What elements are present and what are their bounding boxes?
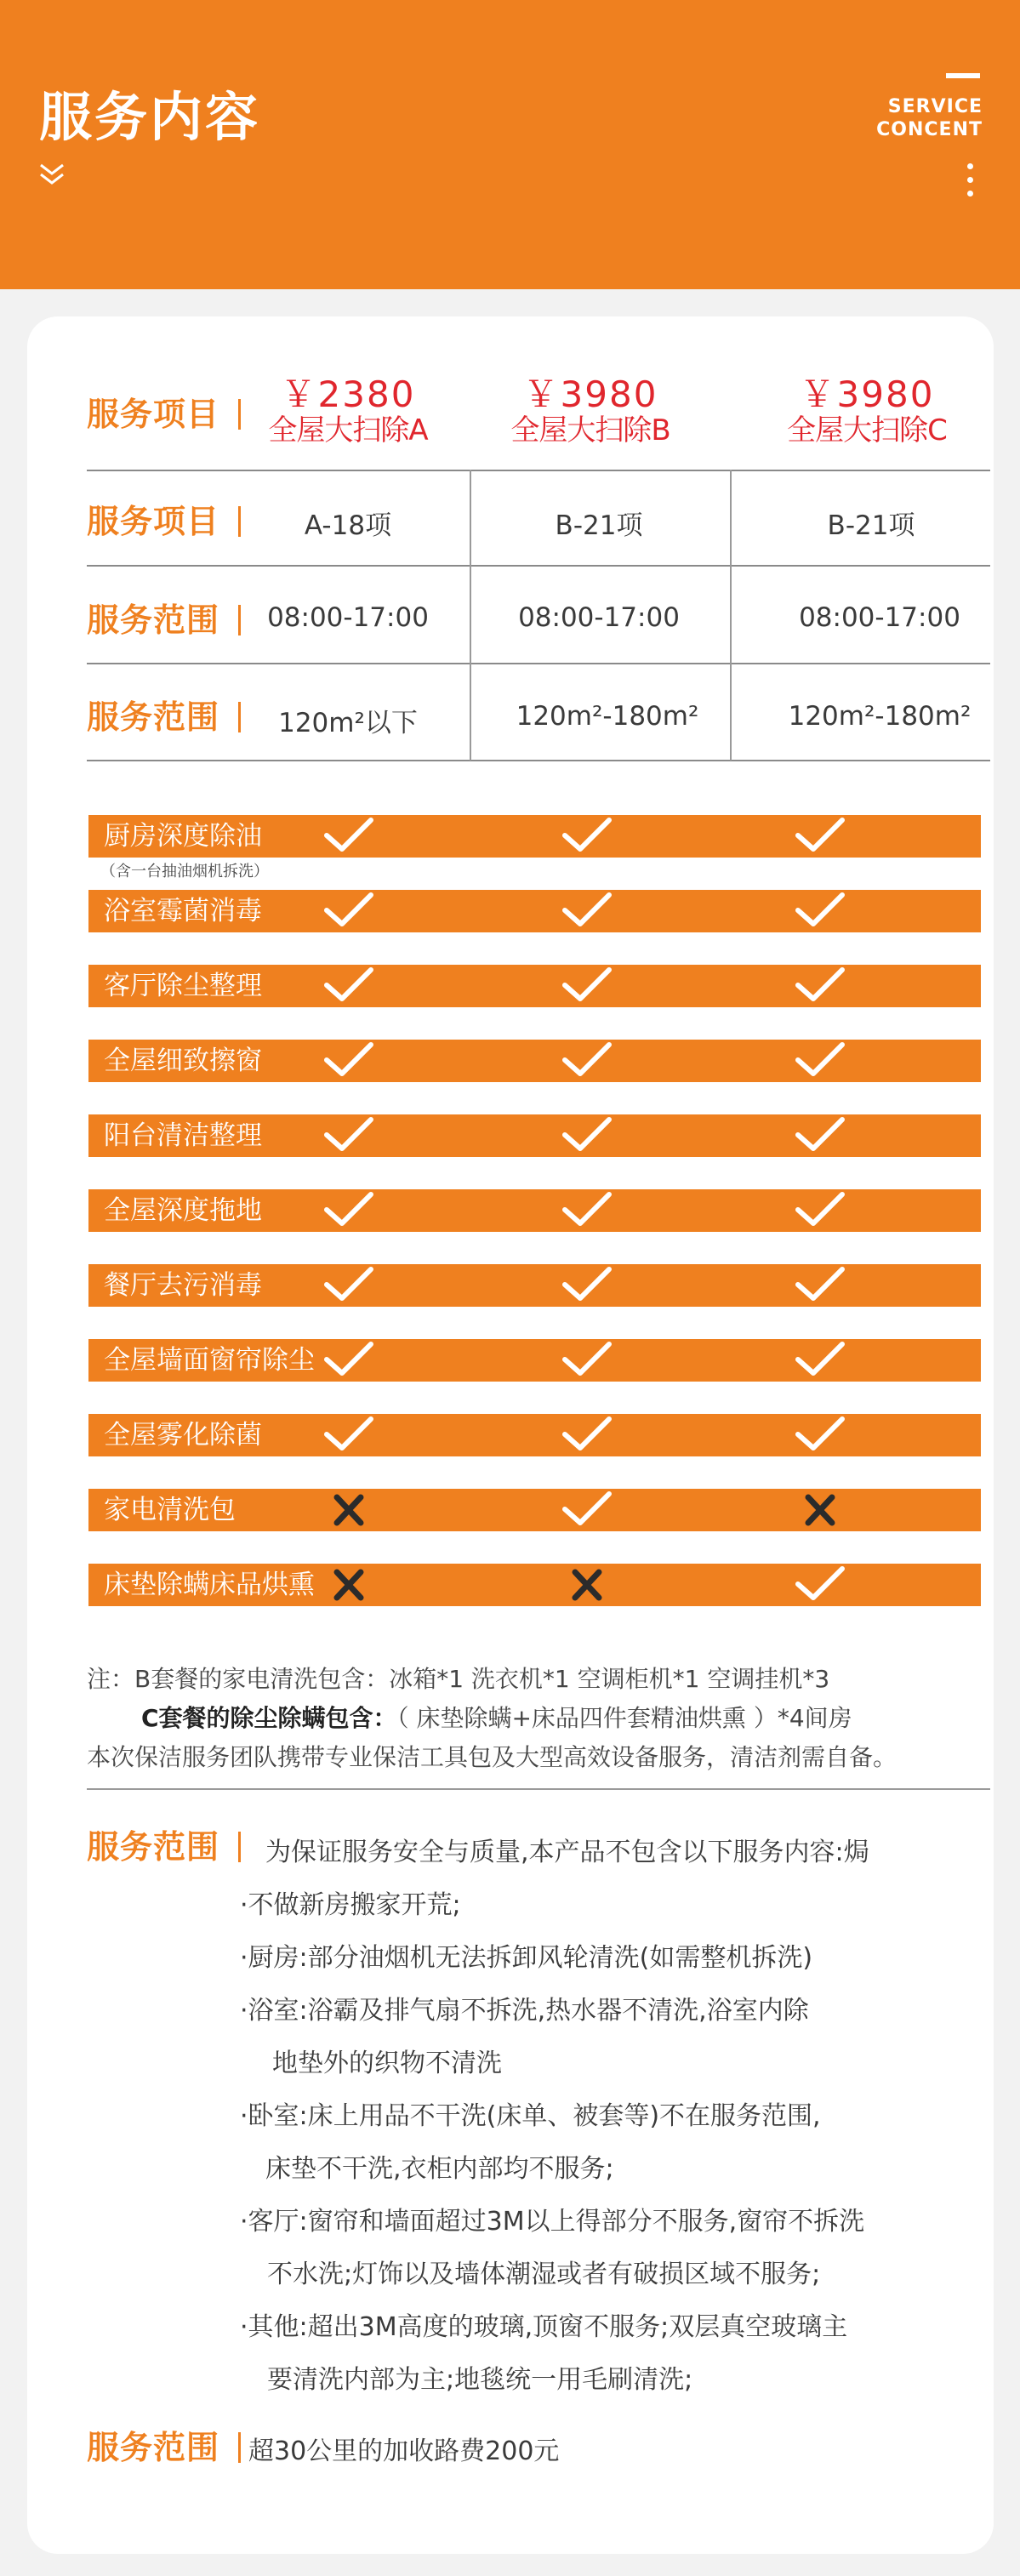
exclusion-item: ·客厅:窗帘和墙面超过3M以上得部分不服务,窗帘不拆洗 (240, 2207, 865, 2237)
feature-row (88, 815, 981, 858)
exclusion-item: 地垫外的织物不清洗 (272, 2049, 502, 2078)
note-line-3: 本次保洁服务团队携带专业保洁工具包及大型高效设备服务，清洁剂需自备。 (87, 1743, 897, 1771)
cross-icon (795, 1490, 846, 1530)
check-icon (323, 1416, 374, 1455)
feature-label: 厨房深度除油 (104, 821, 262, 852)
section-divider (87, 1788, 990, 1790)
exclusion-item: ·不做新房搬家开荒; (240, 1890, 461, 1920)
table-row-label: 服务范围 (87, 691, 241, 738)
exclusion-item: ·其他:超出3M高度的玻璃,顶窗不服务;双层真空玻璃主 (240, 2312, 848, 2342)
feature-row (88, 1040, 981, 1082)
table-cell: B-21项 (555, 510, 643, 541)
header-banner (0, 0, 1020, 289)
feature-label: 阳台清洁整理 (104, 1120, 262, 1151)
feature-row (88, 1414, 981, 1456)
package-b-price: ￥3980 全屋大扫除B (510, 373, 670, 447)
feature-row (88, 1114, 981, 1157)
feature-row (88, 1564, 981, 1606)
check-icon (561, 817, 613, 856)
pricing-row-label: 服务项目 (87, 388, 241, 435)
check-icon (323, 966, 374, 1006)
check-icon (561, 966, 613, 1006)
check-icon (795, 892, 846, 931)
cross-icon (323, 1490, 374, 1530)
feature-sub-note: （含一台抽油烟机拆洗） (100, 863, 269, 881)
table-divider (470, 470, 471, 761)
feature-row (88, 1489, 981, 1531)
feature-label: 家电清洗包 (104, 1495, 236, 1525)
check-icon (323, 1266, 374, 1305)
package-c-price: ￥3980 全屋大扫除C (787, 373, 947, 447)
check-icon (323, 817, 374, 856)
feature-label: 餐厅去污消毒 (104, 1270, 262, 1301)
table-line (87, 663, 990, 664)
check-icon (561, 1416, 613, 1455)
check-icon (561, 1266, 613, 1305)
feature-label: 全屋深度拖地 (104, 1195, 262, 1226)
exclusion-item: ·卧室:床上用品不干洗(床单、被套等)不在服务范围, (240, 2101, 821, 2131)
exclusion-item: ·厨房:部分油烟机无法拆卸风轮清洗(如需整机拆洗) (240, 1943, 813, 1973)
check-icon (795, 1416, 846, 1455)
table-cell: B-21项 (827, 510, 915, 541)
feature-row (88, 1189, 981, 1232)
check-icon (561, 1116, 613, 1155)
check-icon (561, 892, 613, 931)
header-english-title: SERVICE CONCENT (876, 96, 983, 140)
feature-label: 全屋雾化除菌 (104, 1420, 262, 1450)
check-icon (795, 966, 846, 1006)
cross-icon (323, 1565, 374, 1604)
header-accent-bar (946, 73, 980, 78)
check-icon (323, 1191, 374, 1230)
travel-fee-text: 超30公里的加收路费200元 (248, 2436, 560, 2466)
table-row-label: 服务项目 (87, 495, 241, 542)
check-icon (795, 1041, 846, 1080)
feature-row (88, 965, 981, 1007)
exclusion-item: 床垫不干洗,衣柜内部均不服务; (265, 2154, 614, 2184)
table-cell: 08:00-17:00 (518, 602, 680, 633)
table-line (87, 760, 990, 761)
check-icon (323, 892, 374, 931)
feature-row (88, 1264, 981, 1307)
check-icon (795, 1191, 846, 1230)
check-icon (795, 1565, 846, 1604)
table-cell: 08:00-17:00 (267, 602, 429, 633)
double-chevron-down-icon (37, 160, 66, 189)
table-cell: 120m²-180m² (788, 701, 972, 732)
table-cell: 120m²-180m² (516, 701, 699, 732)
check-icon (561, 1041, 613, 1080)
feature-label: 床垫除螨床品烘熏 (104, 1570, 315, 1600)
table-cell: 08:00-17:00 (799, 602, 960, 633)
table-line (87, 565, 990, 567)
package-a-price: ￥2380 全屋大扫除A (268, 373, 428, 447)
check-icon (323, 1341, 374, 1380)
table-row-label: 服务范围 (87, 594, 241, 641)
table-line (87, 470, 990, 471)
note-line-1: 注：B套餐的家电清洗包含：冰箱*1 洗衣机*1 空调柜机*1 空调挂机*3 (87, 1665, 830, 1693)
check-icon (795, 1116, 846, 1155)
check-icon (795, 817, 846, 856)
page-title: 服务内容 (39, 86, 261, 148)
check-icon (795, 1266, 846, 1305)
table-cell: A-18项 (304, 510, 392, 541)
feature-label: 全屋墙面窗帘除尘 (104, 1345, 315, 1376)
feature-row (88, 1339, 981, 1382)
note-line-2: C套餐的除尘除螨包含：（ 床垫除螨+床品四件套精油烘熏 ）*4间房 (141, 1704, 852, 1732)
feature-label: 浴室霉菌消毒 (104, 896, 262, 926)
check-icon (561, 1490, 613, 1530)
feature-row (88, 890, 981, 932)
exclusions-intro: 为保证服务安全与质量,本产品不包含以下服务内容:焗 (265, 1838, 869, 1867)
travel-fee-label: 服务范围 (87, 2421, 241, 2468)
check-icon (323, 1041, 374, 1080)
vertical-dots-icon (967, 163, 974, 204)
check-icon (323, 1116, 374, 1155)
check-icon (561, 1341, 613, 1380)
exclusion-item: 不水洗;灯饰以及墙体潮湿或者有破损区域不服务; (267, 2260, 821, 2289)
feature-label: 客厅除尘整理 (104, 971, 262, 1001)
check-icon (795, 1341, 846, 1380)
exclusion-item: ·浴室:浴霸及排气扇不拆洗,热水器不清洗,浴室内除 (240, 1996, 809, 2026)
check-icon (561, 1191, 613, 1230)
table-cell: 120m²以下 (278, 708, 418, 738)
content-card (27, 316, 994, 2554)
exclusions-label: 服务范围 (87, 1821, 241, 1867)
exclusion-item: 要清洗内部为主;地毯统一用毛刷清洗; (267, 2365, 693, 2395)
feature-label: 全屋细致擦窗 (104, 1046, 262, 1076)
table-divider (730, 470, 732, 761)
cross-icon (561, 1565, 613, 1604)
